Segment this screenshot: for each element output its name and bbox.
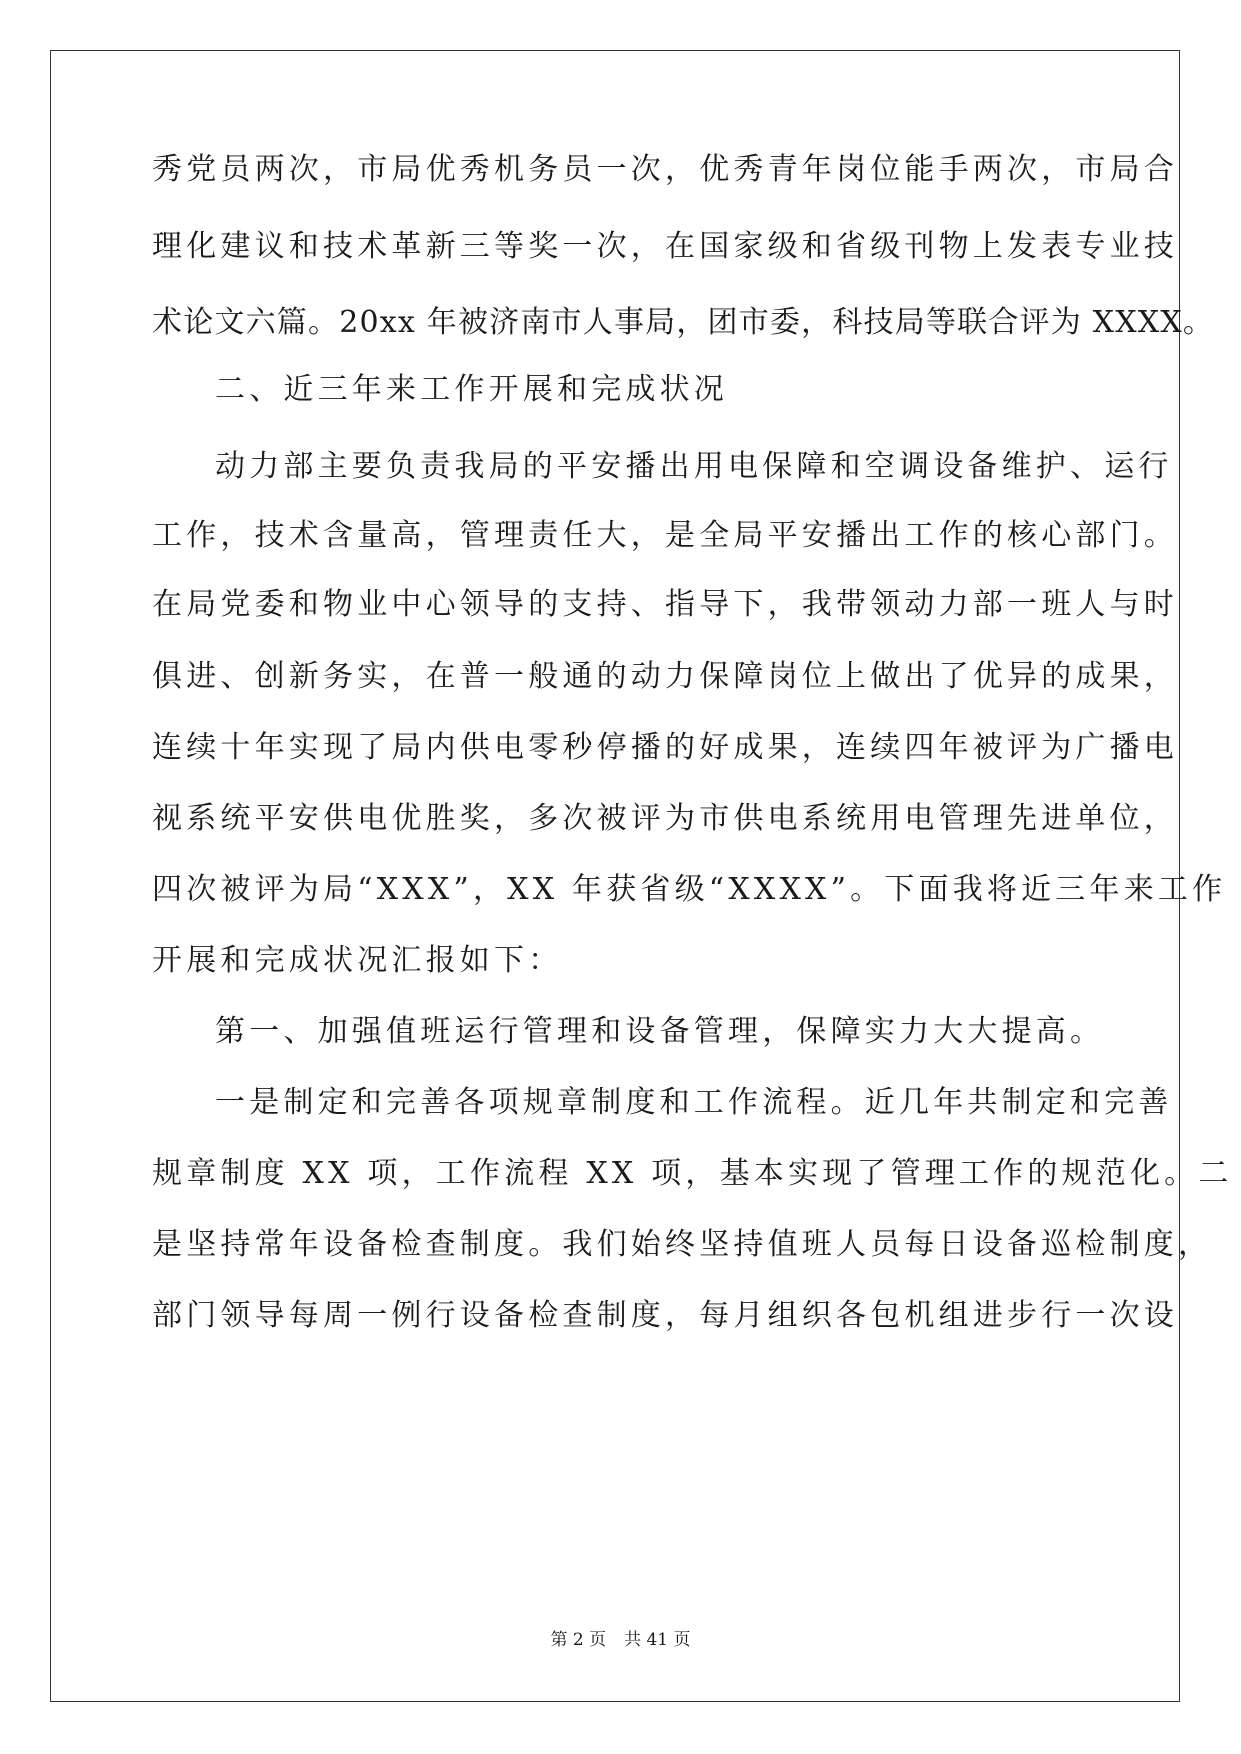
section-heading: 第一、加强值班运行管理和设备管理，保障实力大大提高。 bbox=[215, 1014, 1105, 1049]
text-line: 术论文六篇。20xx 年被济南市人事局，团市委，科技局等联合评为 XXXX。 bbox=[152, 305, 1215, 340]
text-line: 工作，技术含量高，管理责任大，是全局平安播出工作的核心部门。 bbox=[152, 518, 1178, 553]
text-line: 动力部主要负责我局的平安播出用电保障和空调设备维护、运行 bbox=[215, 449, 1173, 484]
text-line: 部门领导每周一例行设备检查制度，每月组织各包机组进步行一次设 bbox=[152, 1298, 1178, 1333]
text-line: 规章制度 XX 项，工作流程 XX 项，基本实现了管理工作的规范化。二 bbox=[152, 1156, 1233, 1191]
page-number: 第 2 页 bbox=[550, 1630, 607, 1650]
text-line: 是坚持常年设备检查制度。我们始终坚持值班人员每日设备巡检制度， bbox=[152, 1227, 1213, 1262]
page-footer bbox=[0, 1628, 1241, 1652]
text-line: 四次被评为局“XXX”，XX 年获省级“XXXX”。下面我将近三年来工作 bbox=[152, 872, 1227, 907]
text-line: 一是制定和完善各项规章制度和工作流程。近几年共制定和完善 bbox=[215, 1085, 1173, 1120]
text-line: 理化建议和技术革新三等奖一次，在国家级和省级刊物上发表专业技 bbox=[152, 229, 1178, 264]
page-total: 共 41 页 bbox=[624, 1630, 691, 1650]
text-line: 秀党员两次，市局优秀机务员一次，优秀青年岗位能手两次，市局合 bbox=[152, 152, 1178, 187]
text-line: 连续十年实现了局内供电零秒停播的好成果，连续四年被评为广播电 bbox=[152, 730, 1178, 765]
text-line: 视系统平安供电优胜奖，多次被评为市供电系统用电管理先进单位， bbox=[152, 801, 1178, 836]
text-line: 俱进、创新务实，在普一般通的动力保障岗位上做出了优异的成果， bbox=[152, 659, 1178, 694]
text-line: 开展和完成状况汇报如下： bbox=[152, 943, 563, 978]
text-line: 在局党委和物业中心领导的支持、指导下，我带领动力部一班人与时 bbox=[152, 587, 1178, 622]
section-heading: 二、近三年来工作开展和完成状况 bbox=[215, 372, 728, 407]
